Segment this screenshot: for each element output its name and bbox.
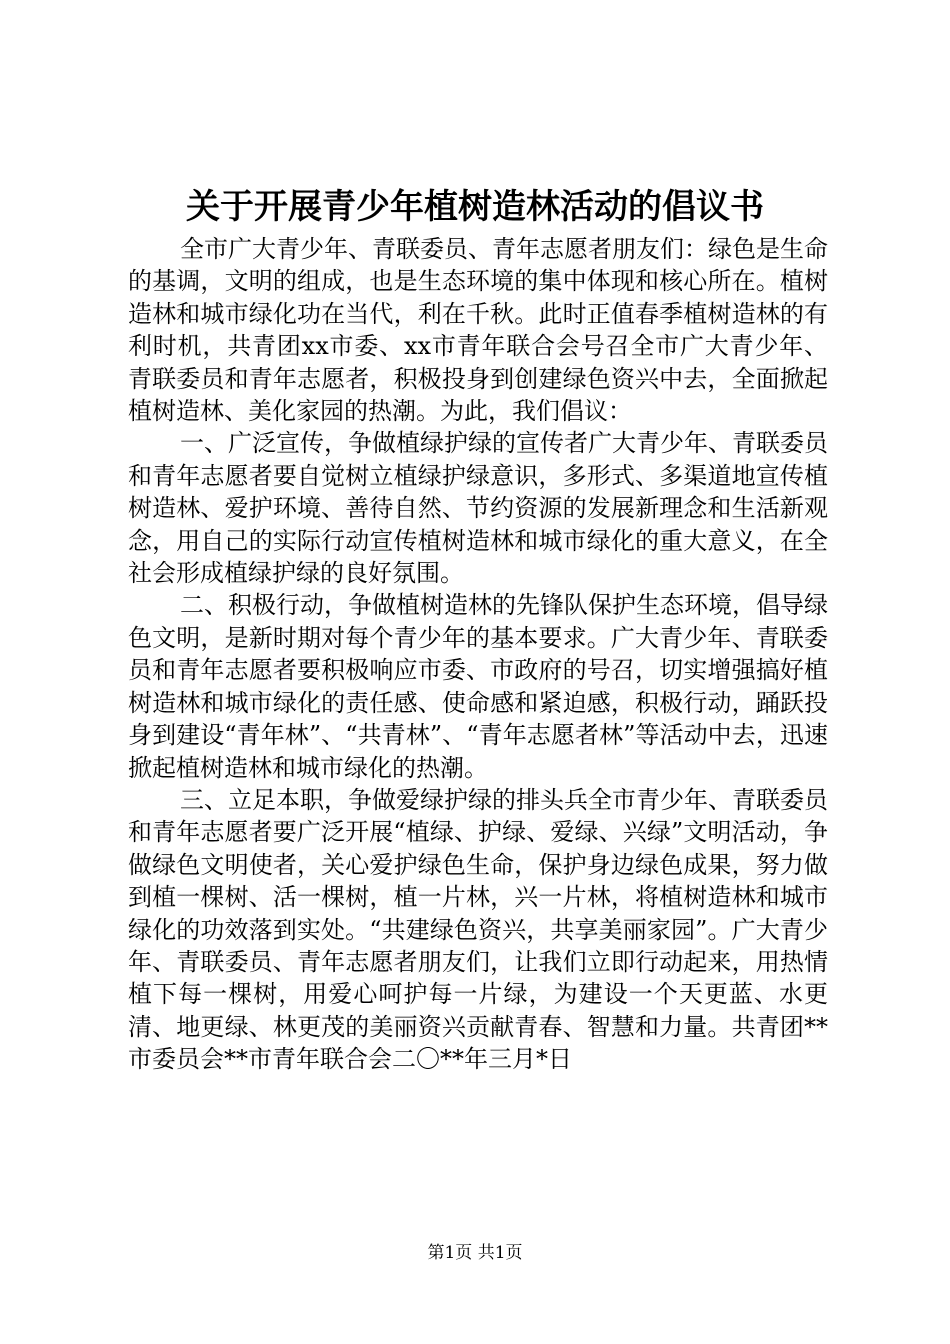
paragraph-item-2: 二、积极行动，争做植树造林的先锋队保护生态环境，倡导绿色文明，是新时期对每个青少年的基本要求。广大青少年、青联委员和青年志愿者要积极响应市委、市政府的号召，切实增强搞好植树造林和城市绿化的责任感、使命感和紧迫感，积极行动，踊跃投身到建设“青年林”、“共青林”、“青年志愿者林”等活动中去，迅速掀起植树造林和城市绿化的热潮。 (128, 591, 828, 782)
paragraph-item-1: 一、广泛宣传，争做植绿护绿的宣传者广大青少年、青联委员和青年志愿者要自觉树立植绿护绿意识，多形式、多渠道地宣传植树造林、爱护环境、善待自然、节约资源的发展新理念和生活新观念，用自己的实际行动宣传植树造林和城市绿化的重大意义，在全社会形成植绿护绿的良好氛围。 (128, 429, 828, 588)
paragraph-greeting: 全市广大青少年、青联委员、青年志愿者朋友们：绿色是生命的基调，文明的组成，也是生态环境的集中体现和核心所在。植树造林和城市绿化功在当代，利在千秋。此时正值春季植树造林的有利时机，共青团xx市委、xx市青年联合会号召全市广大青少年、青联委员和青年志愿者，积极投身到创建绿色资兴中去，全面掀起植树造林、美化家园的热潮。为此，我们倡议： (128, 235, 828, 426)
paragraph-item-3: 三、立足本职，争做爱绿护绿的排头兵全市青少年、青联委员和青年志愿者要广泛开展“植绿、护绿、爱绿、兴绿”文明活动，争做绿色文明使者，关心爱护绿色生命，保护身边绿色成果，努力做到植一棵树、活一棵树，植一片林，兴一片林，将植树造林和城市绿化的功效落到实处。“共建绿色资兴，共享美丽家园”。广大青少年、青联委员、青年志愿者朋友们，让我们立即行动起来，用热情植下每一棵树，用爱心呵护每一片绿，为建设一个天更蓝、水更清、地更绿、林更茂的美丽资兴贡献青春、智慧和力量。共青团**市委员会**市青年联合会二〇**年三月*日 (128, 785, 828, 1074)
document-title: 关于开展青少年植树造林活动的倡议书 (186, 187, 764, 227)
document-body (128, 233, 828, 1076)
page-number-footer: 第1页 共1页 (427, 1243, 523, 1263)
